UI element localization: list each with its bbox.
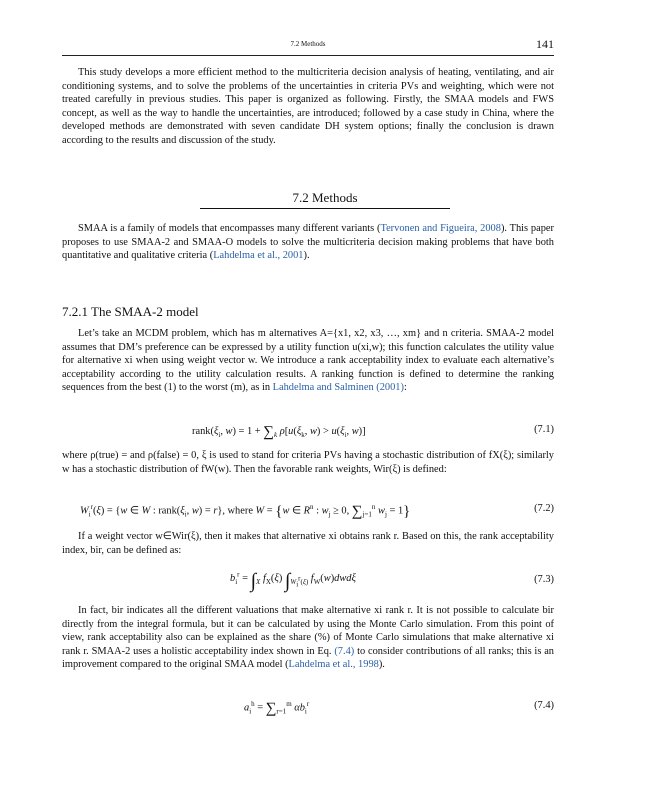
equation-7-4-number: (7.4) (534, 700, 554, 711)
equation-7-1 (62, 424, 554, 444)
running-head: 7.2 Methods (290, 40, 326, 48)
equation-7-1-number: (7.1) (534, 424, 554, 435)
equation-7-3-number: (7.3) (534, 574, 554, 585)
methods-text-end: ). (303, 250, 310, 261)
monte-carlo-paragraph (62, 604, 554, 672)
equation-7-2-number: (7.2) (534, 503, 554, 514)
monte-carlo-text: In fact, bir indicates all the different valuations that make alternative xi rank r. It is not possible to calculate bir directly from the integral formula, but it can be calculated by using the Monte Carlo simulation. From this point of view, rank acceptability also can be explained as the share (%) of Monte Carlo simulations that make alternative xi rank r. SMAA-2 uses a holistic acceptability index shown in Eq. (62, 605, 554, 657)
equation-7-4-link[interactable]: (7.4) (334, 645, 355, 657)
citation-lahdelma-1998-link[interactable]: Lahdelma et al., 1998 (288, 659, 379, 670)
methods-text-mid: ). This paper proposes to use SMAA-2 and SMAA-O models to solve the multicriteria decision making problems that have both quantitative and qualitative criteria ( (62, 223, 554, 261)
smaa2-text: Let’s take an MCDM problem, which has m alternatives A={x1, x2, x3, …, xm} and n criteria. SMAA-2 model assumes that DM’s preference can be expressed by a utility function u(xi,w); this function calculates the utility value for alternative xi when using weight vector w. We introduce a rank acceptability index to evaluate each alternative’s acceptability according to the utility calculation results. A ranking function is defined to determine the ranking sequences from the best (1) to the worst (m), as in (62, 328, 554, 393)
monte-carlo-text-end: ). (378, 659, 385, 670)
equation-7-4-body: $a_i^h = \sum_{r=1}^m$ $\alpha b_i^r$ (244, 700, 310, 717)
intro-paragraph: This study develops a more efficient method to the multicriteria decision analysis of heating, ventilating, and air conditioning systems, and to solve the problems of the uncertainties in criteria PVs and weighting, which were not treated carefully in previous studies. This paper is organized as following. Firstly, the SMAA models and FWS concept, as well as the way to handle the uncertainties, are introduced; followed by a case study in China, where the developed methods are demonstrated with seven candidate DH system options; finally the conclusion is drawn according to the results and discussion of the study. (62, 67, 554, 146)
equation-7-3-body: $b_i^r = \int_X$ $f_X(\xi)$ $\int_{W_i^r(\xi)}$ $f_W(w)dwd\xi$ (230, 570, 356, 592)
equation-7-2-body: $W_i^r(\xi) = \{w$ ∈ W : $rank(\xi_i$, w) = r}, where W = {w ∈ $R^n$ : $w_j \ge 0$, $\sum_{j=1}^n$ $w_j = 1$} (80, 503, 411, 520)
equation-7-2 (62, 503, 554, 525)
section-rule (200, 208, 450, 209)
methods-paragraph (62, 222, 554, 263)
methods-text-start: SMAA is a family of models that encompasses many different variants ( (78, 223, 381, 234)
weight-vector-paragraph: If a weight vector w∈Wir(ξ), then it makes that alternative xi obtains rank r. Based on this, the rank acceptability index, bir, can be defined as: (62, 531, 554, 556)
equation-7-3 (62, 568, 554, 598)
header-rule (62, 55, 554, 56)
citation-lahdelma-salminen-link[interactable]: Lahdelma and Salminen (2001) (272, 382, 404, 393)
smaa2-text-end: : (403, 382, 407, 393)
page-number: 141 (536, 37, 554, 51)
monte-carlo-text-mid: to consider contributions of all ranks; this is an improvement compared to the original SMAA model ( (62, 645, 554, 670)
rho-paragraph: where ρ(true) = and ρ(false) = 0, ξ is used to stand for criteria PVs having a stochastic distribution of fX(ξ); similarly w has a stochastic distribution of fW(w). Then the favorable rank weights, Wir(ξ) is defined: (62, 450, 554, 475)
equation-7-4 (62, 700, 554, 722)
subsection-title: 7.2.1 The SMAA-2 model (62, 304, 199, 319)
smaa2-paragraph (62, 327, 554, 395)
citation-lahdelma-2001-link[interactable]: Lahdelma et al., 2001 (213, 250, 304, 261)
equation-7-1-body: $rank(\xi_i$, $w) = 1 + \sum_k$ $\rho[u(\xi_k$, $w) > u(\xi_i$, w)] (192, 424, 366, 440)
section-title: 7.2 Methods (292, 190, 358, 205)
citation-tervonen-link[interactable]: Tervonen and Figueira, 2008 (380, 223, 501, 234)
